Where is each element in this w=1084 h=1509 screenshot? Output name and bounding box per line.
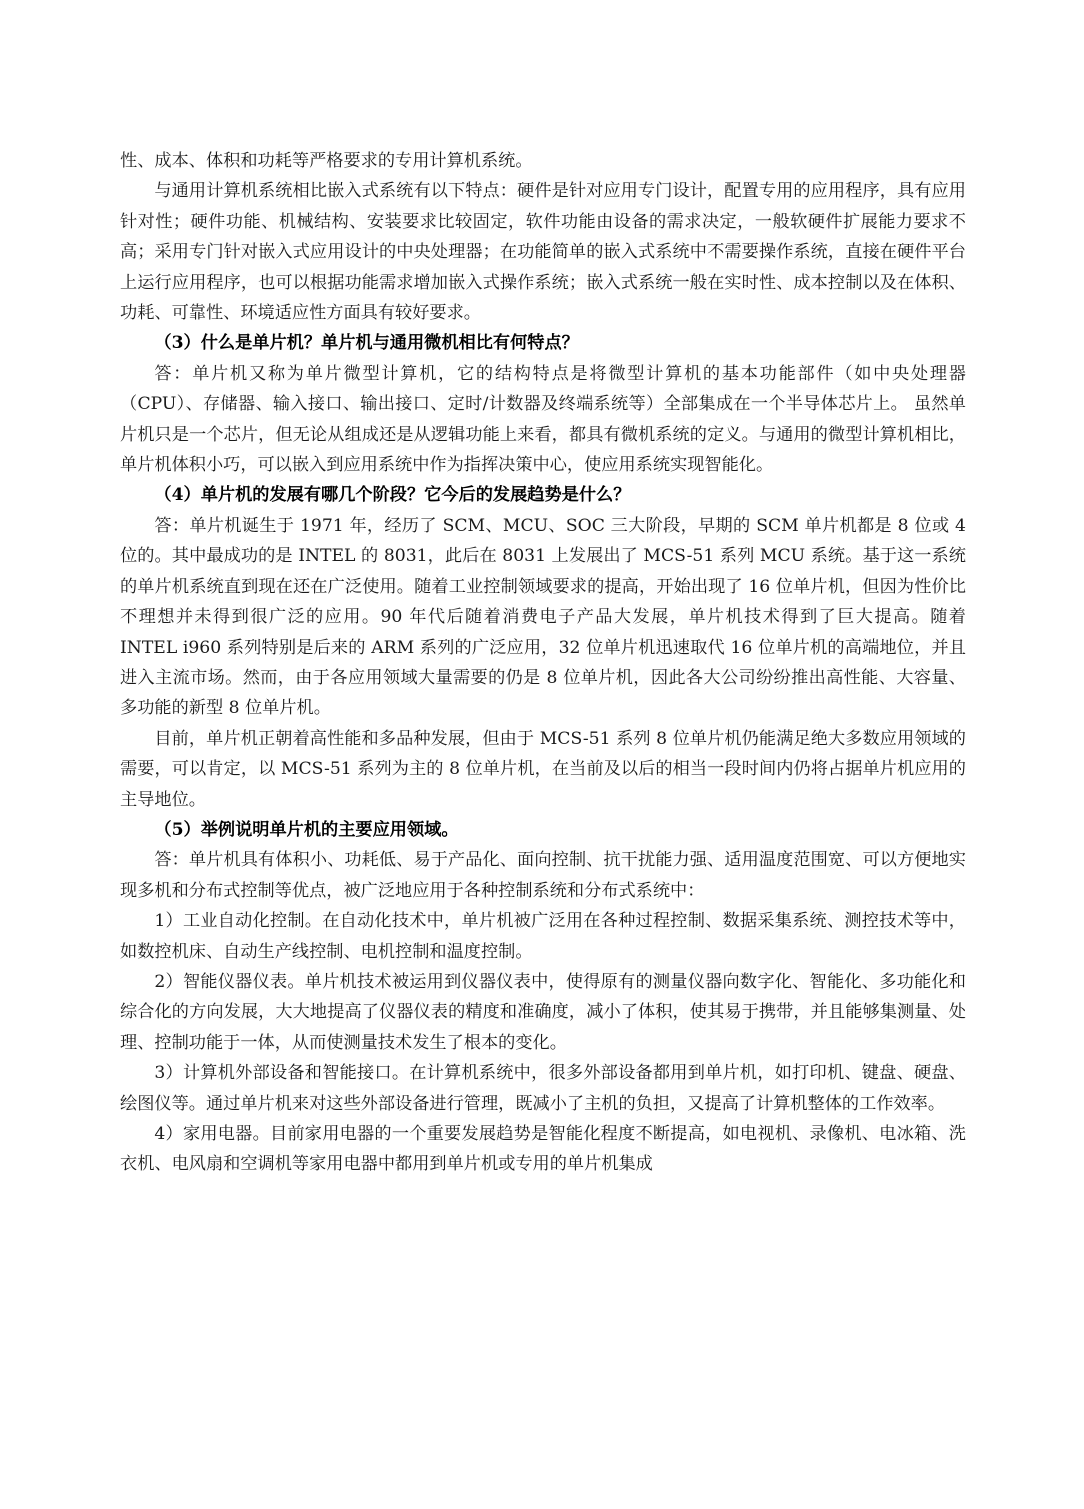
question-5-heading: （5）举例说明单片机的主要应用领域。 (154, 819, 459, 840)
question-3-heading: （3）什么是单片机？单片机与通用微机相比有何特点？ (154, 333, 579, 354)
answer-5-intro: 答：单片机具有体积小、功耗低、易于产品化、面向控制、抗干扰能力强、适用温度范围宽、可以方便地实现多机和分布式控制等优点，被广泛地应用于各种控制系统和分布式系统中： (120, 850, 966, 901)
paragraph-continuation: 性、成本、体积和功耗等严格要求的专用计算机系统。 (120, 151, 533, 171)
answer-5-item-3: 3）计算机外部设备和智能接口。在计算机系统中，很多外部设备都用到单片机，如打印机、键盘、硬盘、绘图仪等。通过单片机来对这些外部设备进行管理，既减小了主机的负担，又提高了计算机整体的工作效率。 (120, 1063, 966, 1114)
answer-4-paragraph-2: 目前，单片机正朝着高性能和多品种发展，但由于 MCS-51 系列 8 位单片机仍能满足绝大多数应用领域的需要，可以肯定，以 MCS-51 系列为主的 8 位单片机，在当前及以后的相当一段时间内仍将占据单片机应用的主导地位。 (120, 728, 966, 810)
answer-4-paragraph: 答：单片机诞生于 1971 年，经历了 SCM、MCU、SOC 三大阶段，早期的 SCM 单片机都是 8 位或 4 位的。其中最成功的是 INTEL 的 8031，此后在 8031 上发展出了 MCS-51 系列 MCU 系统。基于这一系统的单片机系统直到现在还在广泛使用。随着工业控制领域要求的提高，开始出现了 16 位单片机，但因为性价比不理想并未得到很广泛的应用。90 年代后随着消费电子产品大发展，单片机技术得到了巨大提高。随着 INTEL i960 系列特别是后来的 ARM 系列的广泛应用，32 位单片机迅速取代 16 位单片机的高端地位，并且进入主流市场。然而，由于各应用领域大量需要的仍是 8 位单片机，因此各大公司纷纷推出高性能、大容量、多功能的新型 8 位单片机。 (120, 515, 966, 719)
answer-5-item-2: 2）智能仪器仪表。单片机技术被运用到仪器仪表中，使得原有的测量仪器向数字化、智能化、多功能化和综合化的方向发展，大大地提高了仪器仪表的精度和准确度，减小了体积，使其易于携带，并且能够集测量、处理、控制功能于一体，从而使测量技术发生了根本的变化。 (120, 971, 966, 1053)
answer-5-item-4: 4）家用电器。目前家用电器的一个重要发展趋势是智能化程度不断提高，如电视机、录像机、电冰箱、洗衣机、电风扇和空调机等家用电器中都用到单片机或专用的单片机集成 (120, 1124, 966, 1175)
question-4-heading: （4）单片机的发展有哪几个阶段？它今后的发展趋势是什么？ (154, 485, 631, 506)
answer-5-item-1: 1）工业自动化控制。在自动化技术中，单片机被广泛用在各种过程控制、数据采集系统、测控技术等中，如数控机床、自动生产线控制、电机控制和温度控制。 (120, 911, 966, 962)
paragraph-embedded-features: 与通用计算机系统相比嵌入式系统有以下特点：硬件是针对应用专门设计，配置专用的应用程序，具有应用针对性；硬件功能、机械结构、安装要求比较固定，软件功能由设备的需求决定，一般软硬件扩展能力要求不高；采用专门针对嵌入式应用设计的中央处理器；在功能简单的嵌入式系统中不需要操作系统，直接在硬件平台上运行应用程序，也可以根据功能需求增加嵌入式操作系统；嵌入式系统一般在实时性、成本控制以及在体积、功耗、可靠性、环境适应性方面具有较好要求。 (120, 181, 966, 324)
answer-3-paragraph: 答：单片机又称为单片微型计算机，它的结构特点是将微型计算机的基本功能部件（如中央处理器（CPU）、存储器、输入接口、输出接口、定时/计数器及终端系统等）全部集成在一个半导体芯片上。 虽然单片机只是一个芯片，但无论从组成还是从逻辑功能上来看，都具有微机系统的定义。与通用的微型计算机相比，单片机体积小巧，可以嵌入到应用系统中作为指挥决策中心，使应用系统实现智能化。 (120, 363, 966, 476)
document-page (120, 146, 966, 1180)
